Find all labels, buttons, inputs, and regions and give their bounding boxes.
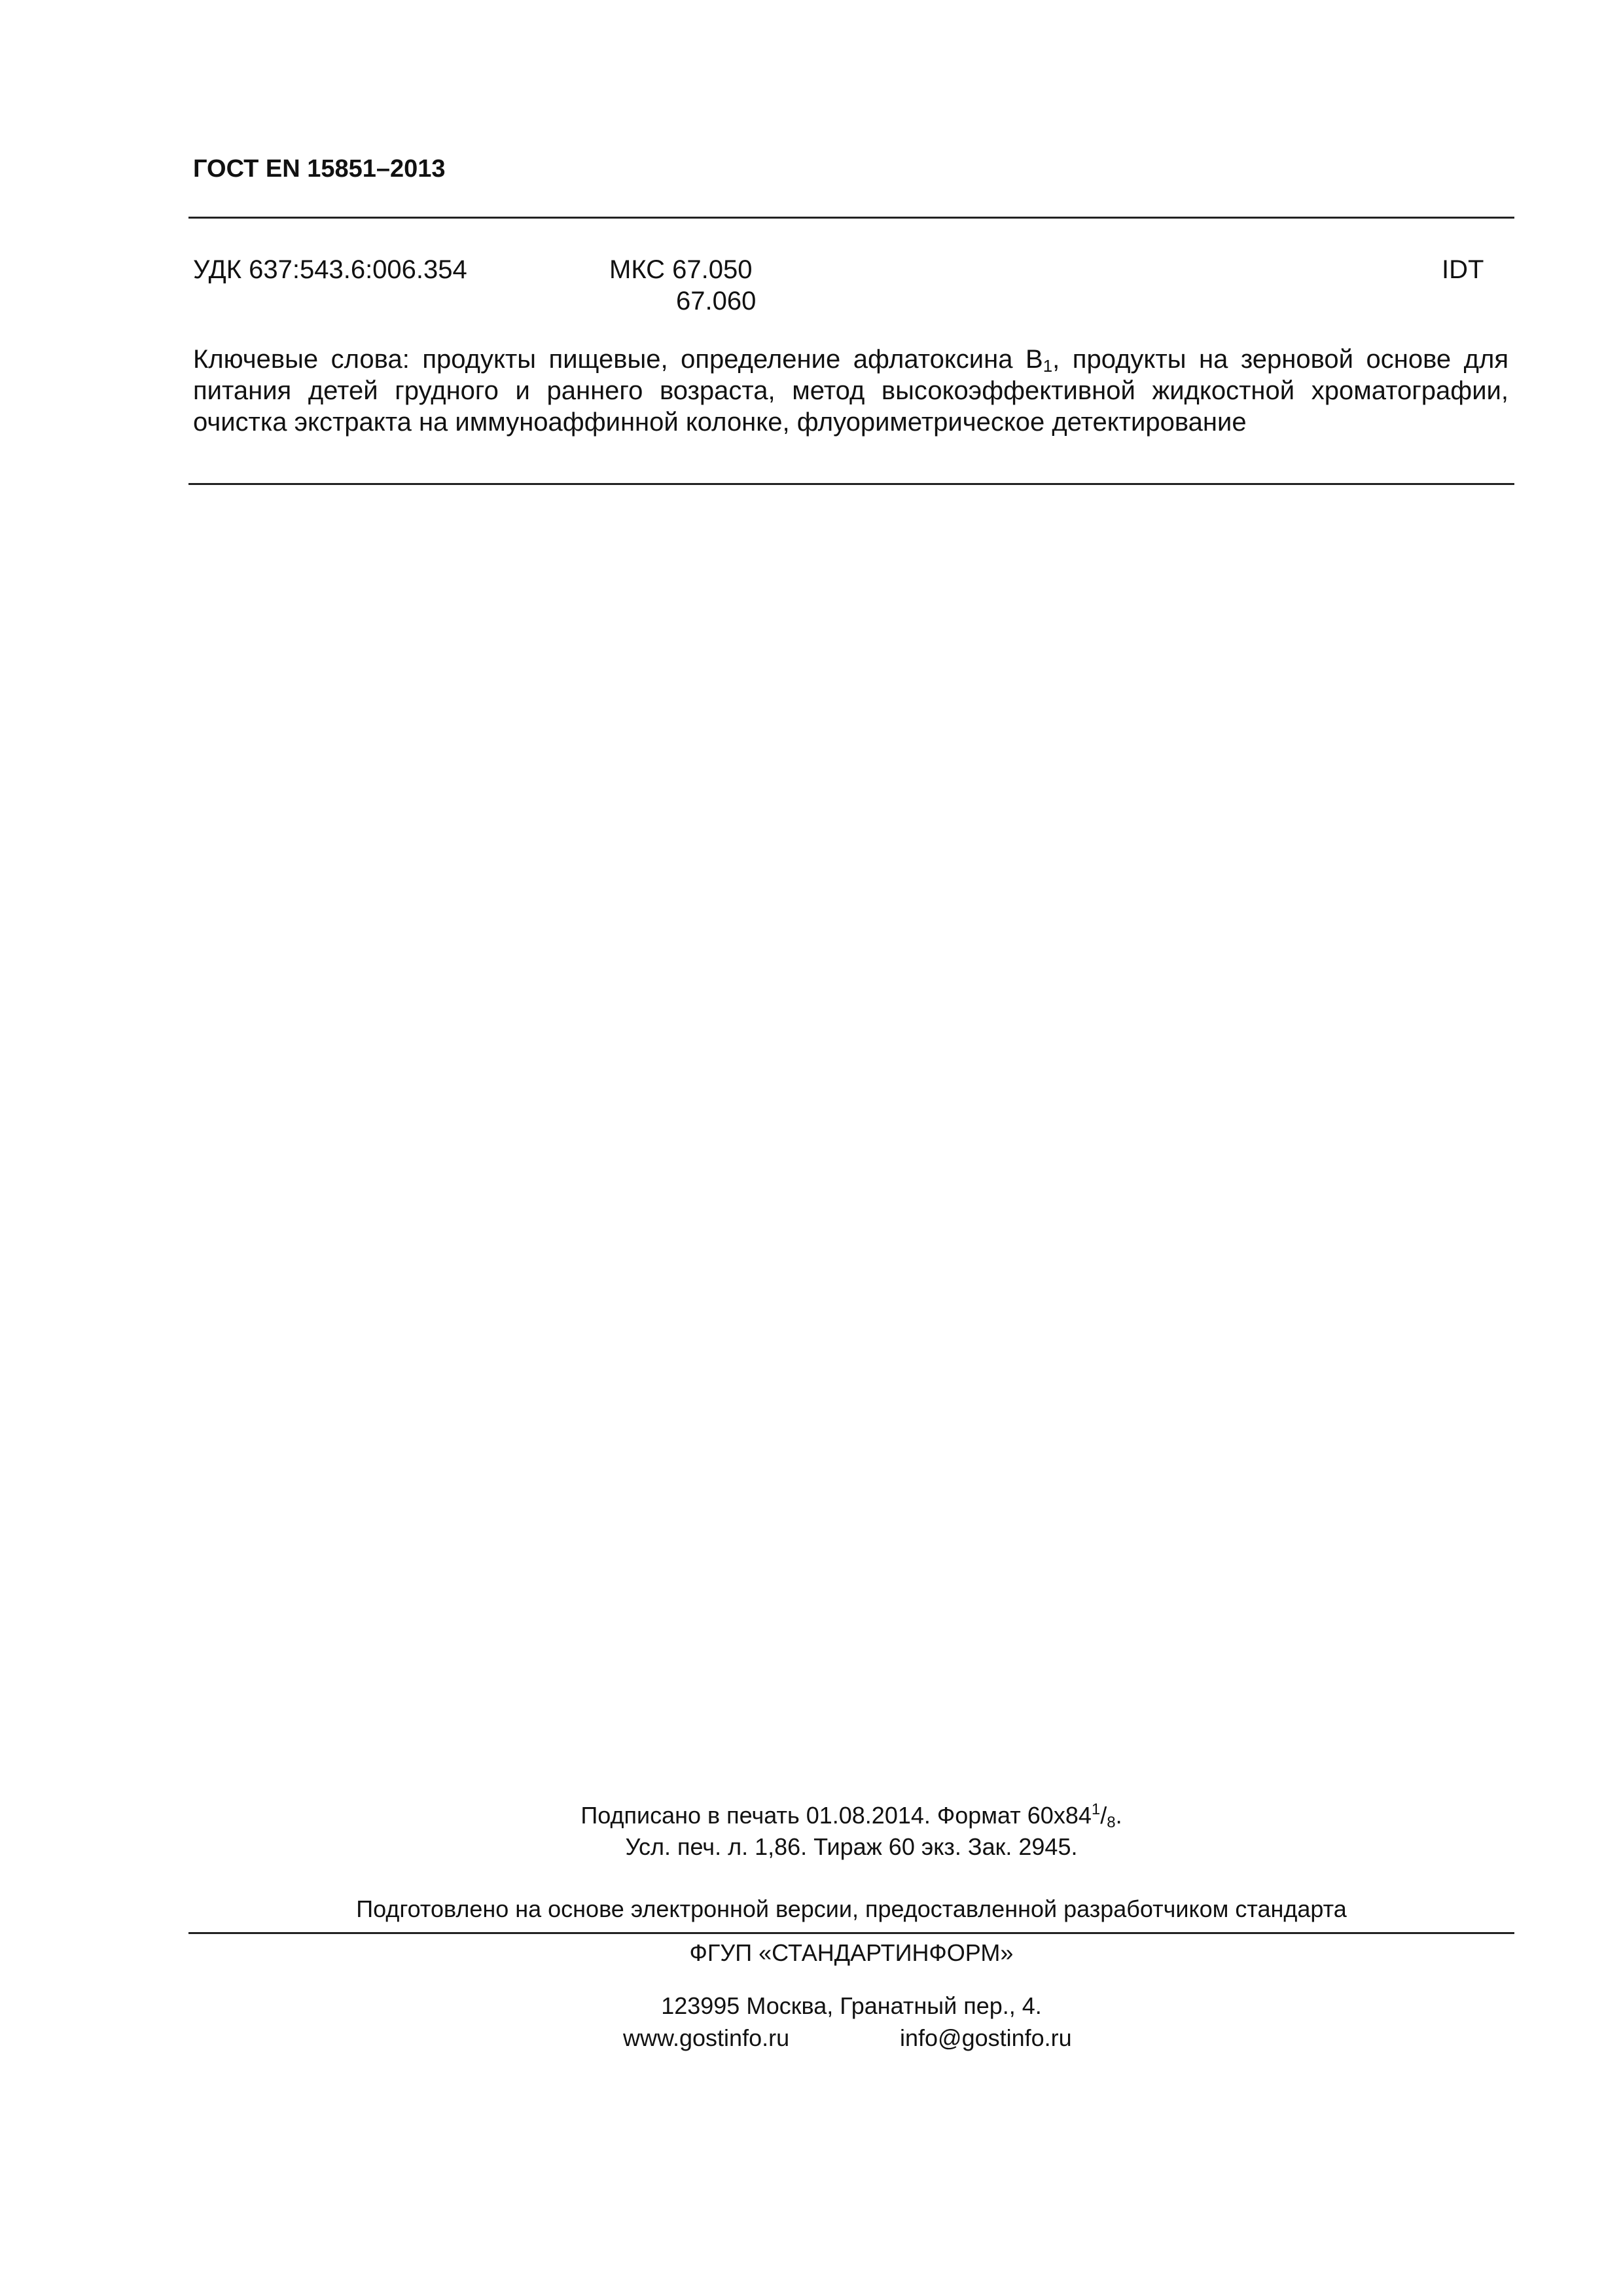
keywords-text-start: Ключевые слова: продукты пищевые, определение афлатоксина B	[193, 345, 1043, 374]
udk-code: УДК 637:543.6:006.354	[193, 255, 467, 284]
signed-text: Подписано в печать 01.08.2014. Формат 60x84	[580, 1802, 1092, 1829]
keywords-text-end: , продукты на зерновой основе для питания детей грудного и раннего возраста, метод высокоэффективной жидкостной хроматографии, очистка экстракта на иммуноаффинной колонке, флуориметрическое детектирование	[193, 345, 1509, 437]
keywords-paragraph	[193, 344, 1508, 438]
conformity-degree: IDT	[1442, 255, 1484, 284]
mks-code: МКС 67.050	[609, 255, 753, 284]
format-denominator: 8	[1107, 1814, 1116, 1831]
website-link[interactable]: www.gostinfo.ru	[623, 2024, 790, 2051]
keywords-divider	[188, 483, 1514, 485]
header-divider	[188, 217, 1514, 219]
print-info: Усл. печ. л. 1,86. Тираж 60 экз. Зак. 2945.	[625, 1833, 1078, 1860]
email-link[interactable]: info@gostinfo.ru	[900, 2024, 1072, 2051]
signed-line: Подписано в печать 01.08.2014. Формат $60x84^1/_8$.	[580, 1801, 1122, 1831]
format-numerator: 1	[1091, 1801, 1101, 1818]
imprint-divider	[188, 1932, 1514, 1934]
standard-code: ГОСТ EN 15851–2013	[193, 155, 446, 183]
publisher-name: ФГУП «СТАНДАРТИНФОРМ»	[689, 1939, 1014, 1966]
prepared-note: Подготовлено на основе электронной версии, предоставленной разработчиком стандарта	[356, 1895, 1347, 1922]
format-end: .	[1115, 1802, 1122, 1829]
mks-code-secondary: 67.060	[676, 287, 757, 315]
keywords-subscript: 1	[1043, 356, 1053, 376]
publisher-address: 123995 Москва, Гранатный пер., 4.	[661, 1992, 1042, 2019]
